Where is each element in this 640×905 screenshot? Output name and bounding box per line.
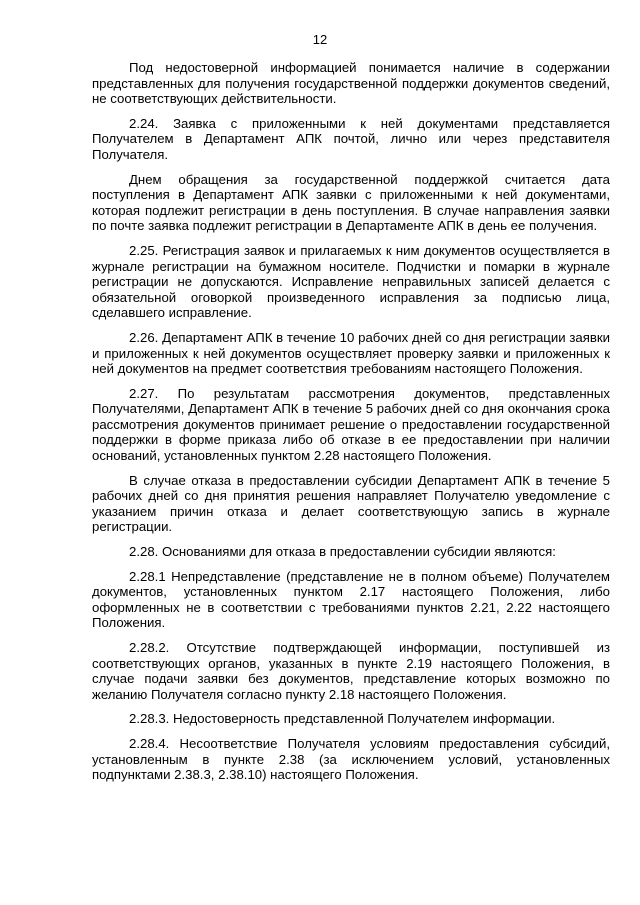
paragraph-application-date: Днем обращения за государственной поддержкой считается дата поступления в Департамент АПК заявки с приложенными к ней документами, которая подлежит регистрации в день поступления. В случае направления заявки по почте заявка подлежит регистрации в Департаменте АПК в день ее получения.	[92, 171, 610, 234]
page-number: 12	[312, 32, 328, 47]
paragraph-refusal-notice: В случае отказа в предоставлении субсидии Департамент АПК в течение 5 рабочих дней со дня принятия решения направляет Получателю уведомление с указанием причин отказа и делает соответствующую запись в журнале регистрации.	[92, 472, 610, 535]
paragraph-2-26: 2.26. Департамент АПК в течение 10 рабочих дней со дня регистрации заявки и приложенных к ней документов осуществляет проверку заявки и приложенных к ней документов на предмет соответствия требованиям настоящего Положения.	[92, 329, 610, 377]
paragraph-2-28-3: 2.28.3. Недостоверность представленной Получателем информации.	[129, 711, 556, 727]
document-body	[92, 60, 610, 792]
paragraph-2-28-4: 2.28.4. Несоответствие Получателя условиям предоставления субсидий, установленным в пункте 2.38 (за исключением условий, установленных подпунктами 2.38.3, 2.38.10) настоящего Положения.	[92, 735, 610, 783]
paragraph-definition: Под недостоверной информацией понимается наличие в содержании представленных для получения государственной поддержки документов сведений, не соответствующих действительности.	[92, 60, 610, 107]
paragraph-2-28-2: 2.28.2. Отсутствие подтверждающей информации, поступившей из соответствующих органов, указанных в пункте 2.19 настоящего Положения, в случае подачи заявки без документов, представление которых возможно по желанию Получателя согласно пункту 2.18 настоящего Положения.	[92, 640, 610, 702]
paragraph-2-28-1: 2.28.1 Непредставление (представление не в полном объеме) Получателем документов, установленных пунктом 2.17 настоящего Положения, либо оформленных не в соответствии с требованиями пунктов 2.21, 2.22 настоящего Положения.	[92, 568, 610, 631]
paragraph-2-25: 2.25. Регистрация заявок и прилагаемых к ним документов осуществляется в журнале регистрации на бумажном носителе. Подчистки и помарки в журнале регистрации не допускаются. Исправление неправильных записей делается с обязательной оговоркой произведенного исправления за подписью лица, сделавшего исправление.	[92, 242, 610, 321]
paragraph-2-28: 2.28. Основаниями для отказа в предоставлении субсидии являются:	[129, 544, 556, 560]
paragraph-2-24: 2.24. Заявка с приложенными к ней документами представляется Получателем в Департамент АПК почтой, лично или через представителя Получателя.	[92, 115, 610, 162]
paragraph-2-27: 2.27. По результатам рассмотрения документов, представленных Получателями, Департамент АПК в течение 5 рабочих дней со дня окончания срока рассмотрения документов принимает решение о предоставлении государственной поддержки в форме приказа либо об отказе в ее предоставлении при наличии оснований, установленных пунктом 2.28 настоящего Положения.	[92, 385, 610, 464]
